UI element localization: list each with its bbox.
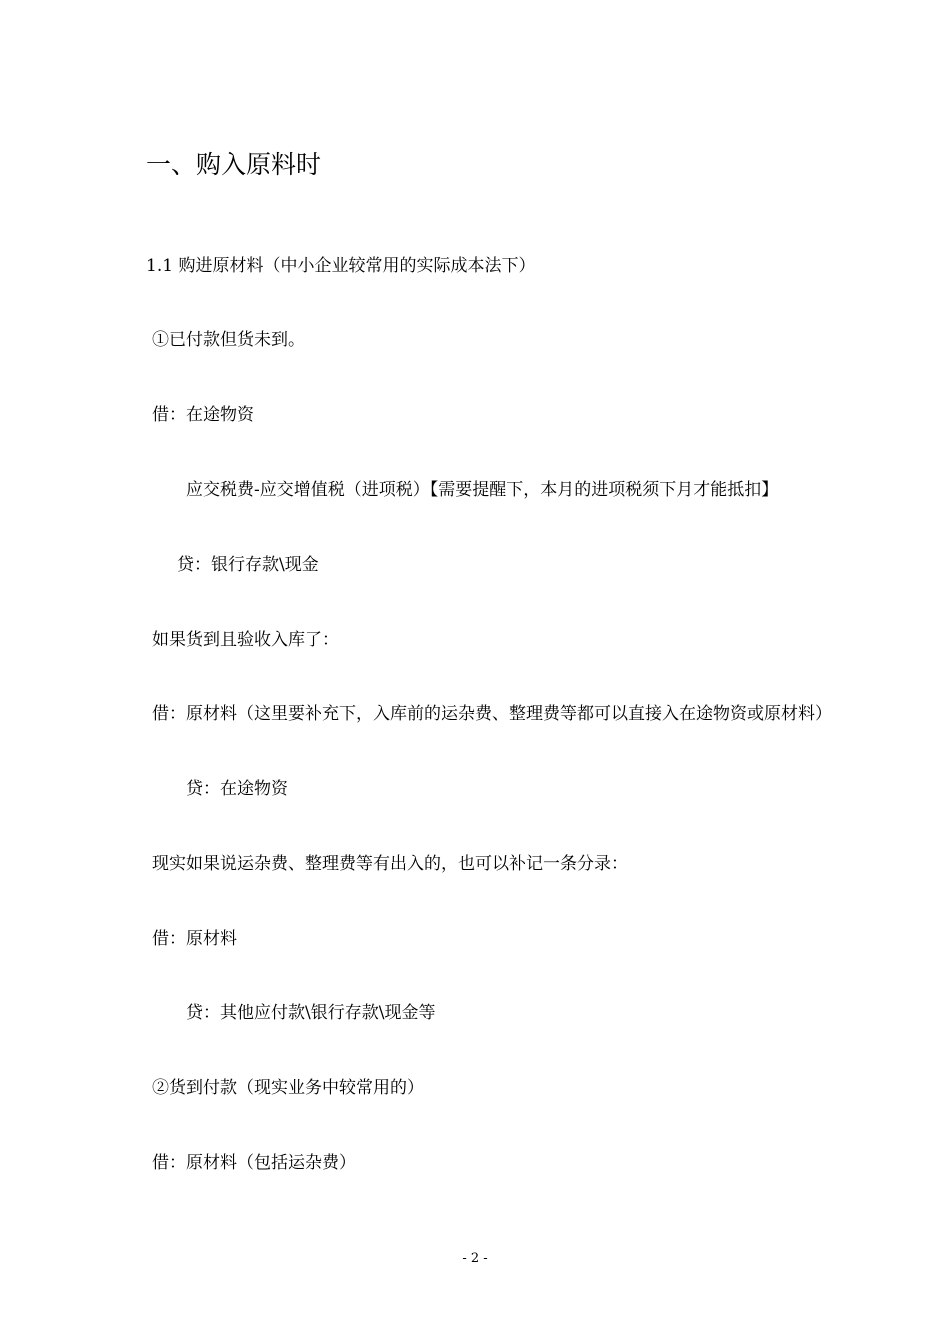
journal-debit-line: 借：原材料（包括运杂费） — [152, 1153, 356, 1173]
journal-debit-line: 借：原材料（这里要补充下，入库前的运杂费、整理费等都可以直接入在途物资或原材料） — [152, 704, 832, 724]
journal-credit-line: 贷：银行存款\现金 — [177, 555, 319, 575]
journal-debit-line-tax: 应交税费-应交增值税（进项税）【需要提醒下，本月的进项税须下月才能抵扣】 — [186, 480, 779, 500]
journal-credit-line: 贷：其他应付款\银行存款\现金等 — [186, 1003, 436, 1023]
case-2-title: ②货到付款（现实业务中较常用的） — [152, 1078, 424, 1098]
paragraph-line: 现实如果说运杂费、整理费等有出入的，也可以补记一条分录： — [152, 854, 628, 874]
subsection-title: 1.1 购进原材料（中小企业较常用的实际成本法下） — [146, 256, 536, 276]
journal-debit-line: 借：原材料 — [152, 929, 237, 949]
paragraph-line: 如果货到且验收入库了： — [152, 630, 339, 650]
journal-debit-line: 借：在途物资 — [152, 405, 254, 425]
case-1-title: ①已付款但货未到。 — [152, 330, 305, 350]
journal-credit-line: 贷：在途物资 — [186, 779, 288, 799]
section-heading: 一、购入原料时 — [146, 150, 322, 179]
page-number: - 2 - — [462, 1251, 488, 1266]
